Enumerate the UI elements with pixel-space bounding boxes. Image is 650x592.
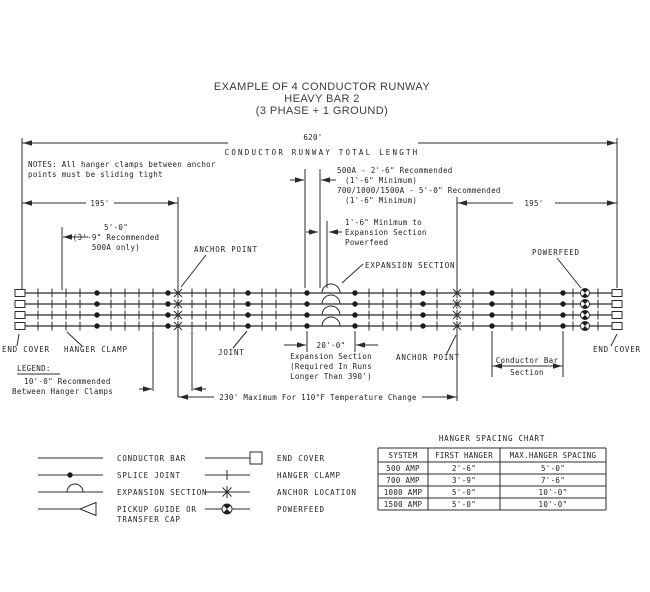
hanger-chart-header-system: SYSTEM (388, 451, 418, 460)
first-hanger-note-line2: (3'-9" Recommended (72, 233, 160, 242)
dim-temperature-max: 230' Maximum For 110°F Temperature Change (219, 393, 417, 402)
expansion-min-line3: Powerfeed (345, 238, 389, 247)
powerfeed-callout: POWERFEED (532, 248, 580, 257)
hanger-chart-cell: 1000 AMP (383, 488, 423, 497)
notes-line1: NOTES: All hanger clamps between anchor (28, 160, 216, 169)
hanger-chart-cell: 10'-0" (538, 500, 568, 509)
powerfeed-spacing-line4: (1'-6" Minimum) (345, 196, 418, 205)
legend-note-line1: 10'-0" Recommended (24, 377, 111, 386)
hanger-chart-cell: 5'-0" (540, 464, 566, 473)
dim-right-section: 195' (524, 199, 544, 208)
legend-label-powerfeed: POWERFEED (277, 505, 325, 514)
hanger-chart-cell: 700 AMP (386, 476, 420, 485)
hanger-chart-cell: 500 AMP (386, 464, 420, 473)
hanger-chart-cell: 10'-0" (538, 488, 568, 497)
hanger-chart-header-max: MAX.HANGER SPACING (509, 451, 597, 460)
hanger-chart-title: HANGER SPACING CHART (438, 434, 546, 443)
page-title-line2: HEAVY BAR 2 (284, 93, 360, 105)
hanger-chart-header-first: FIRST HANGER (435, 451, 493, 460)
powerfeed-spacing-line2: (1'-6" Minimum) (345, 176, 418, 185)
conductor-bar-section-line1: Conductor Bar (495, 356, 559, 365)
expansion-min-line1: 1'-6" Minimum to (345, 218, 423, 227)
joint-label: JOINT (218, 348, 245, 357)
page-title-line1: EXAMPLE OF 4 CONDUCTOR RUNWAY (213, 81, 431, 93)
legend-label-pickup-guide-line1: PICKUP GUIDE OR (117, 505, 197, 514)
hanger-chart-cell: 2'-6" (451, 464, 477, 473)
hanger-chart-cell: 5'-0" (451, 488, 477, 497)
anchor-point-right-label: ANCHOR POINT (396, 353, 460, 362)
first-hanger-note-line1: 5'-0" (103, 223, 129, 232)
anchor-point-left-label: ANCHOR POINT (194, 245, 258, 254)
expansion-section-callout: EXPANSION SECTION (365, 261, 456, 270)
hanger-chart-cell: 3'-9" (451, 476, 477, 485)
legend-label-end-cover: END COVER (277, 454, 325, 463)
legend-label-hanger-clamp: HANGER CLAMP (277, 471, 341, 480)
legend-label-anchor-location: ANCHOR LOCATION (277, 488, 357, 497)
legend-label-pickup-guide-line2: TRANSFER CAP (117, 515, 181, 524)
conductor-bar-section-line2: Section (510, 368, 544, 377)
end-cover-left-label: END COVER (2, 345, 50, 354)
dim-left-section: 195' (90, 199, 110, 208)
hanger-chart-cell: 1500 AMP (383, 500, 423, 509)
expansion-min-line2: Expansion Section (345, 228, 427, 237)
legend-note-line2: Between Hanger Clamps (12, 387, 114, 396)
expansion-note-line3: Longer Than 390') (290, 372, 372, 381)
first-hanger-note-line3: 500A only) (91, 243, 141, 252)
powerfeed-spacing-line3: 700/1000/1500A - 5'-0" Recommended (337, 186, 501, 195)
page-title-line3: (3 PHASE + 1 GROUND) (255, 105, 389, 117)
legend-label-conductor-bar: CONDUCTOR BAR (117, 454, 187, 463)
legend-label-splice-joint: SPLICE JOINT (117, 471, 181, 480)
expansion-note-line2: (Required In Runs (290, 362, 372, 371)
end-cover-right-label: END COVER (593, 345, 641, 354)
hanger-chart-cell: 7'-6" (540, 476, 566, 485)
notes-line2: points must be sliding tight (28, 170, 163, 179)
legend-label-expansion-section: EXPANSION SECTION (117, 488, 208, 497)
dim-total-length-label: CONDUCTOR RUNWAY TOTAL LENGTH (224, 148, 420, 157)
hanger-clamp-label: HANGER CLAMP (64, 345, 128, 354)
dim-total-length-value: 620' (303, 133, 323, 142)
powerfeed-spacing-line1: 500A - 2'-6" Recommended (337, 166, 453, 175)
dim-expansion-width: 20'-0" (316, 341, 346, 350)
hanger-chart-cell: 5'-0" (451, 500, 477, 509)
expansion-note-line1: Expansion Section (290, 352, 372, 361)
legend-heading: LEGEND: (17, 364, 51, 373)
